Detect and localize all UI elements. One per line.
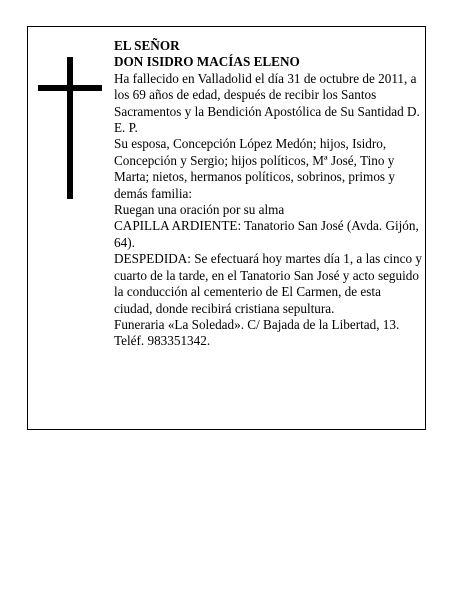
cross-vertical-bar: [67, 57, 73, 199]
cross-horizontal-bar: [38, 85, 102, 91]
cross-icon: [38, 57, 102, 199]
notice-text: [114, 38, 422, 350]
notice-title: EL SEÑOR: [114, 38, 180, 53]
prayer-request: Ruegan una oración por su alma: [114, 202, 285, 218]
funeral-home-info: Funeraria «La Soledad». C/ Bajada de la Libertad, 13. Teléf. 983351342.: [114, 316, 400, 349]
obituary-notice: [27, 26, 426, 430]
farewell-info: DESPEDIDA: Se efectuará hoy martes día 1, a las cinco y cuarto de la tarde, en el Tanatorio San José y acto seguido la conducción al cementerio de El Carmen, de esta ciudad, donde recibirá cristiana sepultura.: [114, 251, 422, 316]
chapel-info: CAPILLA ARDIENTE: Tanatorio San José (Avda. Gijón, 64).: [114, 218, 419, 250]
deceased-name: DON ISIDRO MACÍAS ELENO: [114, 54, 300, 70]
death-announcement: Ha fallecido en Valladolid el día 31 de octubre de 2011, a los 69 años de edad, después de recibir los Santos Sacramentos y la Bendición Apostólica de Su Santidad D. E. P.: [114, 70, 420, 136]
family-list: Su esposa, Concepción López Medón; hijos, Isidro, Concepción y Sergio; hijos políticos, Mª José, Tino y Marta; nietos, hermanos políticos, sobrinos, primos y demás familia:: [114, 136, 395, 201]
